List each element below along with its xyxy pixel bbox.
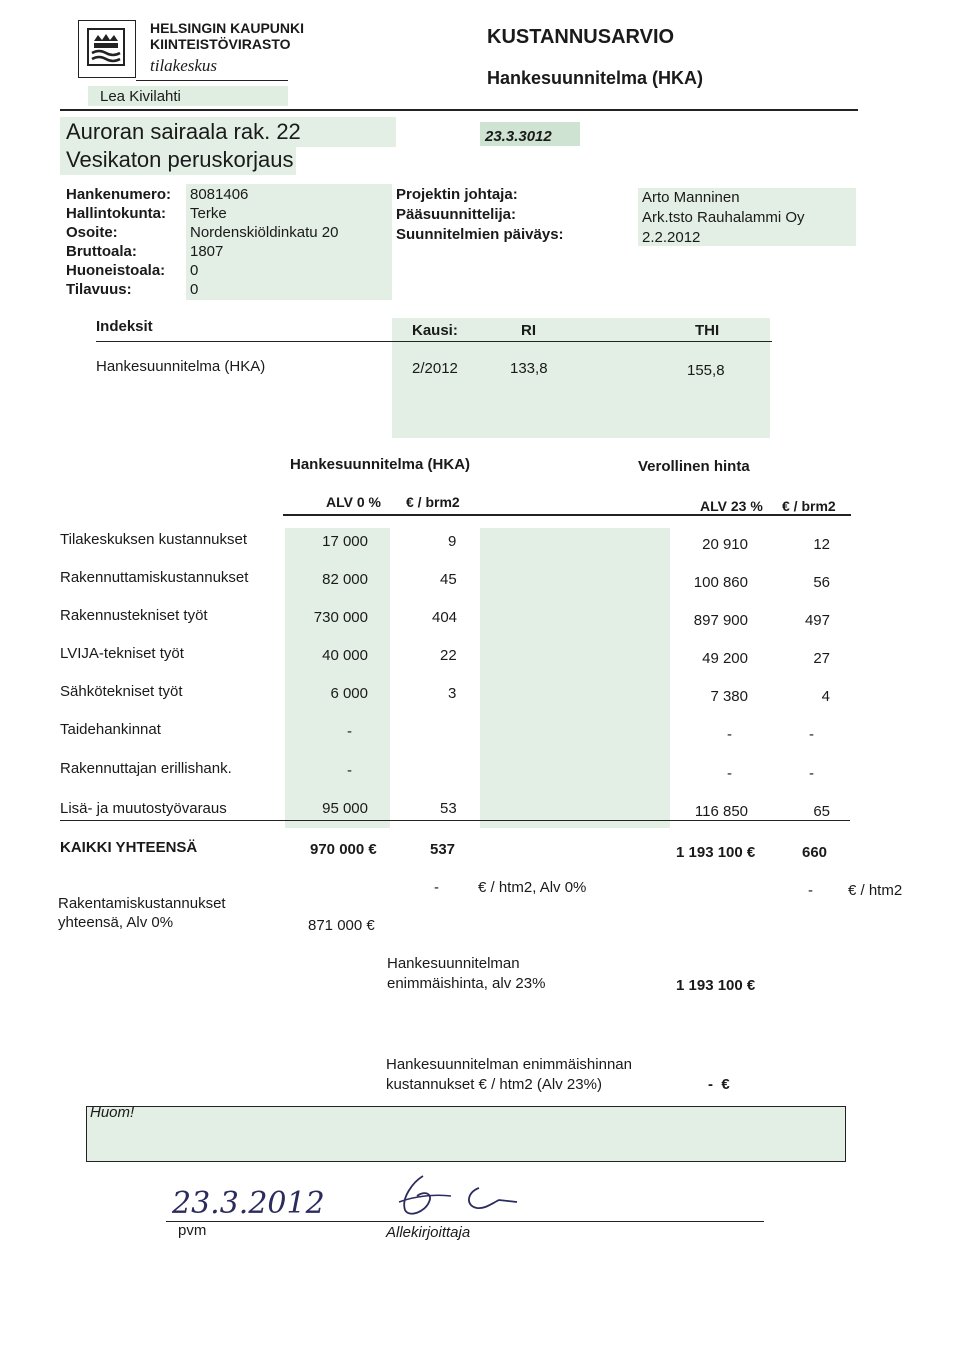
org-name-line1: HELSINGIN KAUPUNKI — [150, 20, 305, 36]
cost-alv0: 6 000 — [330, 685, 368, 702]
cost-alv23: - — [727, 726, 732, 743]
label-osoite: Osoite: — [66, 224, 118, 241]
city-logo — [78, 20, 136, 78]
label-suunnitelmien-paivays: Suunnitelmien päiväys: — [396, 226, 564, 243]
total-alv0: 970 000 € — [310, 841, 377, 858]
value-osoite: Nordenskiöldinkatu 20 — [190, 224, 339, 241]
doc-title: KUSTANNUSARVIO — [487, 26, 675, 48]
project-name-line1: Auroran sairaala rak. 22 — [66, 119, 301, 144]
label-hallintokunta: Hallintokunta: — [66, 205, 166, 222]
cost-brm2b: 65 — [813, 803, 830, 820]
label-hankenumero: Hankenumero: — [66, 186, 172, 203]
htm2-label: € / htm2 — [848, 882, 903, 899]
org-name-line2: KIINTEISTÖVIRASTO — [150, 36, 291, 52]
cost-label: Rakennustekniset työt — [60, 607, 208, 624]
cost-alv0: 95 000 — [322, 800, 368, 817]
note-label: Huom! — [90, 1104, 135, 1121]
value-bruttoala: 1807 — [190, 243, 224, 260]
indexes-ri-value: 133,8 — [510, 360, 548, 377]
label-projektin-johtaja: Projektin johtaja: — [396, 186, 518, 203]
cost-alv23: 100 860 — [693, 574, 748, 591]
cost-label: Sähkötekniset työt — [60, 683, 183, 700]
cost-brm2: 9 — [448, 533, 457, 550]
person-name: Lea Kivilahti — [100, 88, 181, 105]
crest-icon — [86, 27, 126, 67]
rak-label-line1: Rakentamiskustannukset — [58, 895, 226, 912]
value-tilavuus: 0 — [190, 281, 199, 298]
cost-brm2b: 4 — [821, 688, 830, 705]
cost-alv0: 17 000 — [322, 533, 368, 550]
indexes-thi-value: 155,8 — [687, 362, 725, 379]
indexes-col-ri: RI — [521, 322, 536, 339]
cost-brm2: 45 — [440, 571, 457, 588]
costs-col-alv0: ALV 0 % — [326, 494, 381, 510]
total-label: KAIKKI YHTEENSÄ — [60, 839, 198, 856]
htm2-alv0-label: € / htm2, Alv 0% — [478, 879, 587, 896]
indexes-kausi-value: 2/2012 — [412, 360, 458, 377]
cost-alv23: 897 900 — [693, 612, 748, 629]
maxcost-label-line2: kustannukset € / htm2 (Alv 23%) — [386, 1076, 602, 1093]
pvm-label: pvm — [178, 1222, 207, 1239]
total-brm2: 537 — [430, 841, 456, 858]
value-hankenumero: 8081406 — [190, 186, 249, 203]
signature-icon — [395, 1172, 525, 1220]
indexes-col-kausi: Kausi: — [412, 322, 458, 339]
total-alv23: 1 193 100 € — [676, 844, 756, 861]
htm2-value: - — [808, 882, 813, 899]
cost-brm2b: 27 — [813, 650, 830, 667]
value-projektin-johtaja: Arto Manninen — [642, 189, 740, 206]
doc-subtitle: Hankesuunnitelma (HKA) — [487, 68, 704, 88]
label-bruttoala: Bruttoala: — [66, 243, 137, 260]
cost-label: Rakennuttamiskustannukset — [60, 569, 249, 586]
cost-alv0: 82 000 — [322, 571, 368, 588]
cost-brm2b: - — [809, 765, 814, 782]
cost-label: Rakennuttajan erillishank. — [60, 760, 232, 777]
rak-value: 871 000 € — [308, 917, 375, 934]
total-brm2b: 660 — [802, 844, 828, 861]
signature-date: 23.3.2012 — [172, 1186, 325, 1221]
cost-brm2b: - — [809, 726, 814, 743]
cost-brm2: 404 — [432, 609, 458, 626]
value-huoneistoala: 0 — [190, 262, 199, 279]
cost-alv23: - — [727, 765, 732, 782]
indexes-title: Indeksit — [96, 318, 153, 335]
costs-group1-title: Hankesuunnitelma (HKA) — [290, 456, 471, 473]
indexes-col-thi: THI — [695, 322, 720, 339]
costs-col-brm2-b: € / brm2 — [782, 498, 836, 514]
value-suunnitelmien-paivays: 2.2.2012 — [642, 229, 701, 246]
rak-label-line2: yhteensä, Alv 0% — [58, 914, 174, 931]
project-name-line2: Vesikaton peruskorjaus — [66, 147, 294, 172]
max-label-line1: Hankesuunnitelman — [387, 955, 520, 972]
maxcost-value: - € — [708, 1076, 730, 1093]
cost-alv0: - — [347, 762, 352, 779]
cost-brm2b: 12 — [813, 536, 830, 553]
org-name-line3: tilakeskus — [150, 56, 218, 75]
cost-label: LVIJA-tekniset työt — [60, 645, 184, 662]
label-huoneistoala: Huoneistoala: — [66, 262, 166, 279]
cost-alv23: 49 200 — [702, 650, 748, 667]
htm2-alv0-value: - — [434, 879, 439, 896]
cost-alv0: - — [347, 723, 352, 740]
costs-col-brm2-a: € / brm2 — [406, 494, 460, 510]
signer-label: Allekirjoittaja — [386, 1224, 471, 1241]
cost-brm2: 53 — [440, 800, 457, 817]
cost-alv23: 20 910 — [702, 536, 748, 553]
cost-brm2: 3 — [448, 685, 457, 702]
cost-alv23: 7 380 — [710, 688, 748, 705]
cost-alv0: 730 000 — [313, 609, 368, 626]
costs-group2-title: Verollinen hinta — [638, 458, 750, 475]
max-label-line2: enimmäishinta, alv 23% — [387, 975, 546, 992]
indexes-row-label: Hankesuunnitelma (HKA) — [96, 358, 266, 375]
cost-brm2b: 497 — [804, 612, 830, 629]
cost-alv0: 40 000 — [322, 647, 368, 664]
cost-label: Taidehankinnat — [60, 721, 161, 738]
cost-label: Tilakeskuksen kustannukset — [60, 531, 248, 548]
note-box — [86, 1106, 846, 1162]
label-paasuunnittelija: Pääsuunnittelija: — [396, 206, 517, 223]
value-paasuunnittelija: Ark.tsto Rauhalammi Oy — [642, 209, 805, 226]
cost-label: Lisä- ja muutostyövaraus — [60, 800, 227, 817]
document-date: 23.3.3012 — [485, 128, 552, 145]
maxcost-label-line1: Hankesuunnitelman enimmäishinnan — [386, 1056, 632, 1073]
label-tilavuus: Tilavuus: — [66, 281, 132, 298]
value-hallintokunta: Terke — [190, 205, 227, 222]
cost-brm2: 22 — [440, 647, 457, 664]
cost-brm2b: 56 — [813, 574, 830, 591]
max-value: 1 193 100 € — [676, 977, 756, 994]
cost-alv23: 116 850 — [694, 803, 748, 820]
costs-col-alv23: ALV 23 % — [700, 498, 763, 514]
